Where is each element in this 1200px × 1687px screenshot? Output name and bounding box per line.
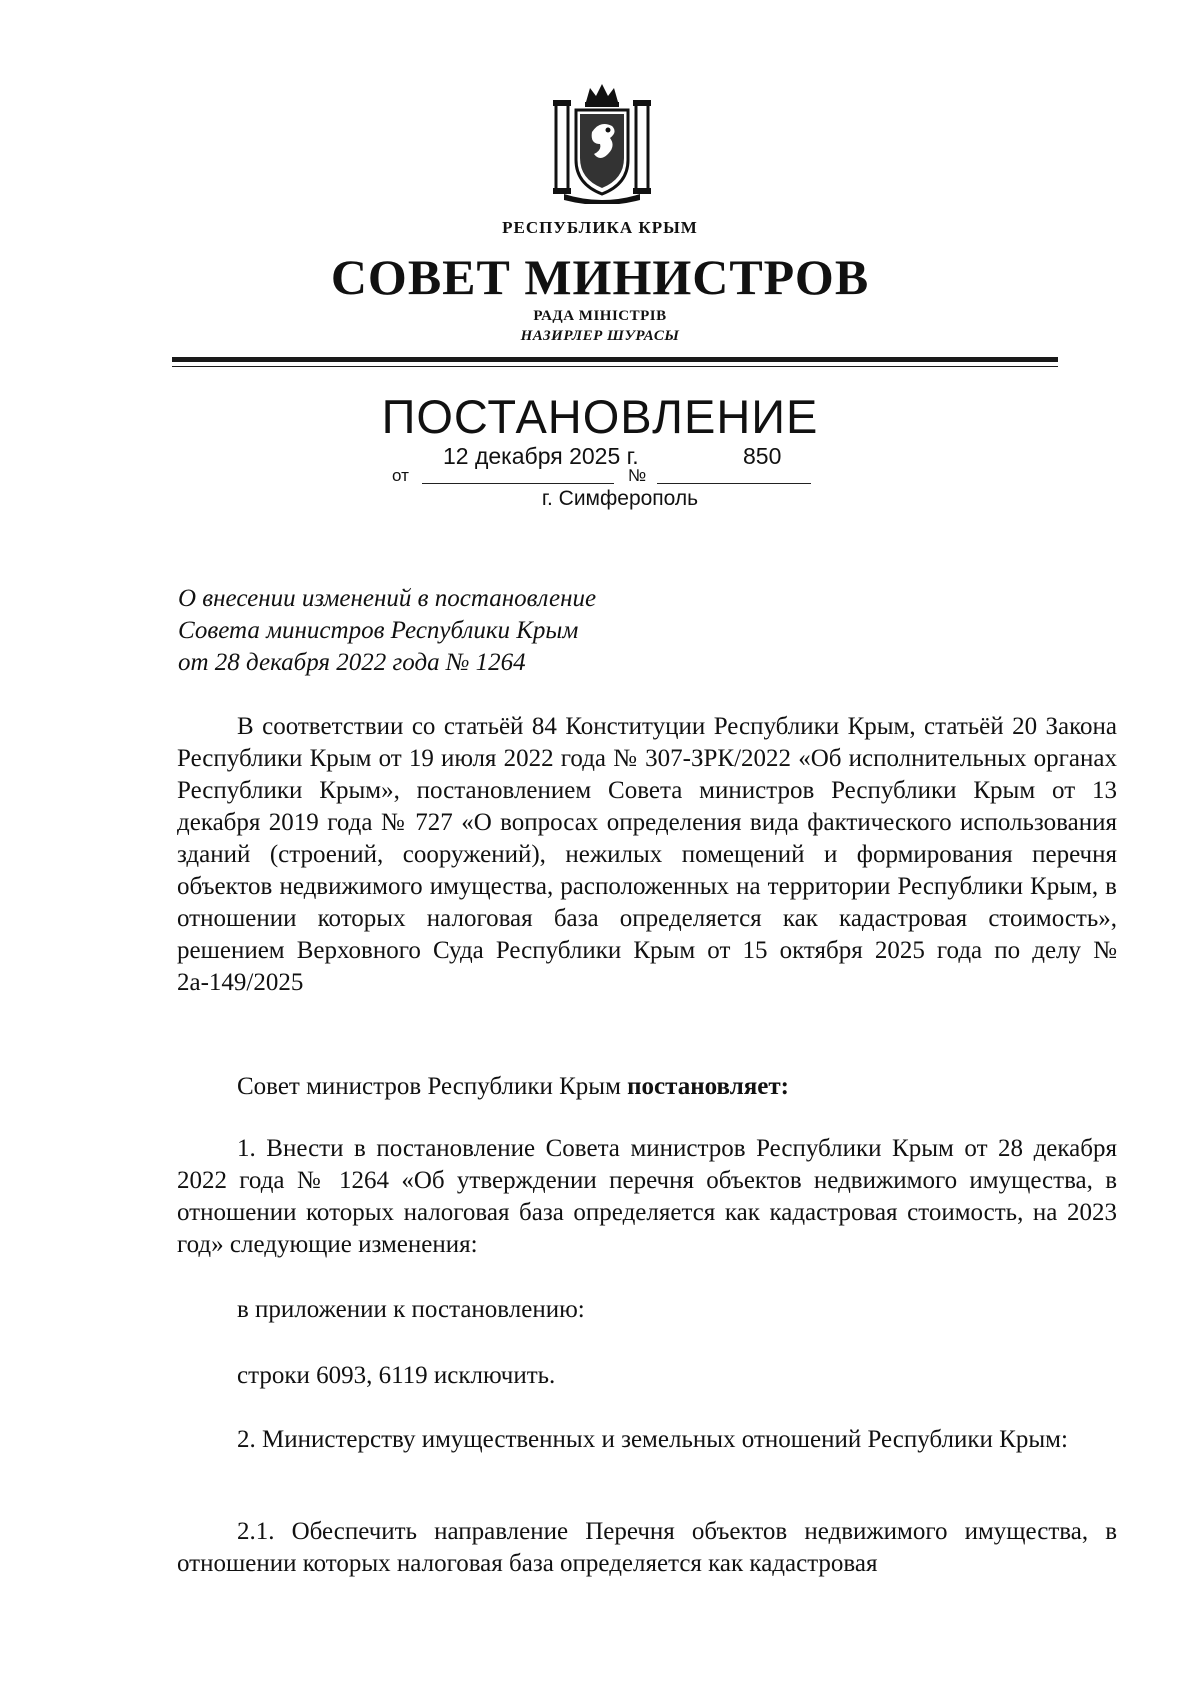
republic-name: РЕСПУБЛИКА КРЫМ — [502, 218, 698, 237]
document-number: 850 — [743, 443, 782, 469]
appendix-paragraph: в приложении к постановлению: — [237, 1296, 585, 1323]
rows-excluded-paragraph: строки 6093, 6119 исключить. — [237, 1362, 556, 1389]
coat-of-arms-icon — [552, 82, 652, 204]
council-title-crimean-tatar: НАЗИРЛЕР ШУРАСЫ — [520, 328, 680, 344]
subject-line: Совета министров Республики Крым — [178, 617, 579, 644]
item-2-paragraph: 2. Министерству имущественных и земельных отношений Республики Крым: — [237, 1426, 1068, 1453]
preamble-paragraph: В соответствии со статьёй 84 Конституции Республики Крым, статьёй 20 Закона Республики Крым от 19 июля 2022 года № 307-ЗРК/2022 «Об исполнительных органах Республики Крым», постановлением Совета министров Республики Крым от 13 декабря 2019 года № 727 «О вопросах определения вида фактического использования зданий (строений, сооружений), нежилых помещений и формирования перечня объектов недвижимого имущества, расположенных на территории Республики Крым, в отношении которых налоговая база определяется как кадастровая стоимость», решением Верховного Суда Республики Крым от 15 октября 2025 года по делу № 2а-149/2025 — [177, 713, 1117, 996]
header-divider-thin — [172, 366, 1058, 367]
subject-line: О внесении изменений в постановление — [178, 585, 597, 612]
subject-line: от 28 декабря 2022 года № 1264 — [178, 649, 526, 676]
number-underline — [657, 483, 811, 484]
item-2-1-paragraph: 2.1. Обеспечить направление Перечня объектов недвижимого имущества, в отношении которых налоговая база определяется как кадастровая — [177, 1518, 1117, 1577]
date-underline — [422, 483, 614, 484]
resolution-lead: Совет министров Республики Крым — [237, 1073, 621, 1100]
resolution-clause — [177, 1071, 1117, 1103]
header-divider — [172, 357, 1058, 362]
document-city: г. Симферополь — [541, 487, 699, 510]
item-1-paragraph: 1. Внести в постановление Совета министров Республики Крым от 28 декабря 2022 года № 1264 «Об утверждении перечня объектов недвижимого имущества, в отношении которых налоговая база определяется как кадастровая стоимость, на 2023 год» следующие изменения: — [177, 1135, 1117, 1258]
document-type: ПОСТАНОВЛЕНИЕ — [381, 390, 819, 443]
council-title: СОВЕТ МИНИСТРОВ — [330, 249, 870, 305]
document-date: 12 декабря 2025 г. — [443, 443, 639, 469]
number-label: № — [628, 466, 647, 485]
resolution-verb: постановляет: — [627, 1073, 789, 1100]
date-label: от — [392, 466, 409, 485]
document-subject — [178, 583, 596, 679]
council-title-ukrainian: РАДА МІНІСТРІВ — [533, 308, 667, 324]
